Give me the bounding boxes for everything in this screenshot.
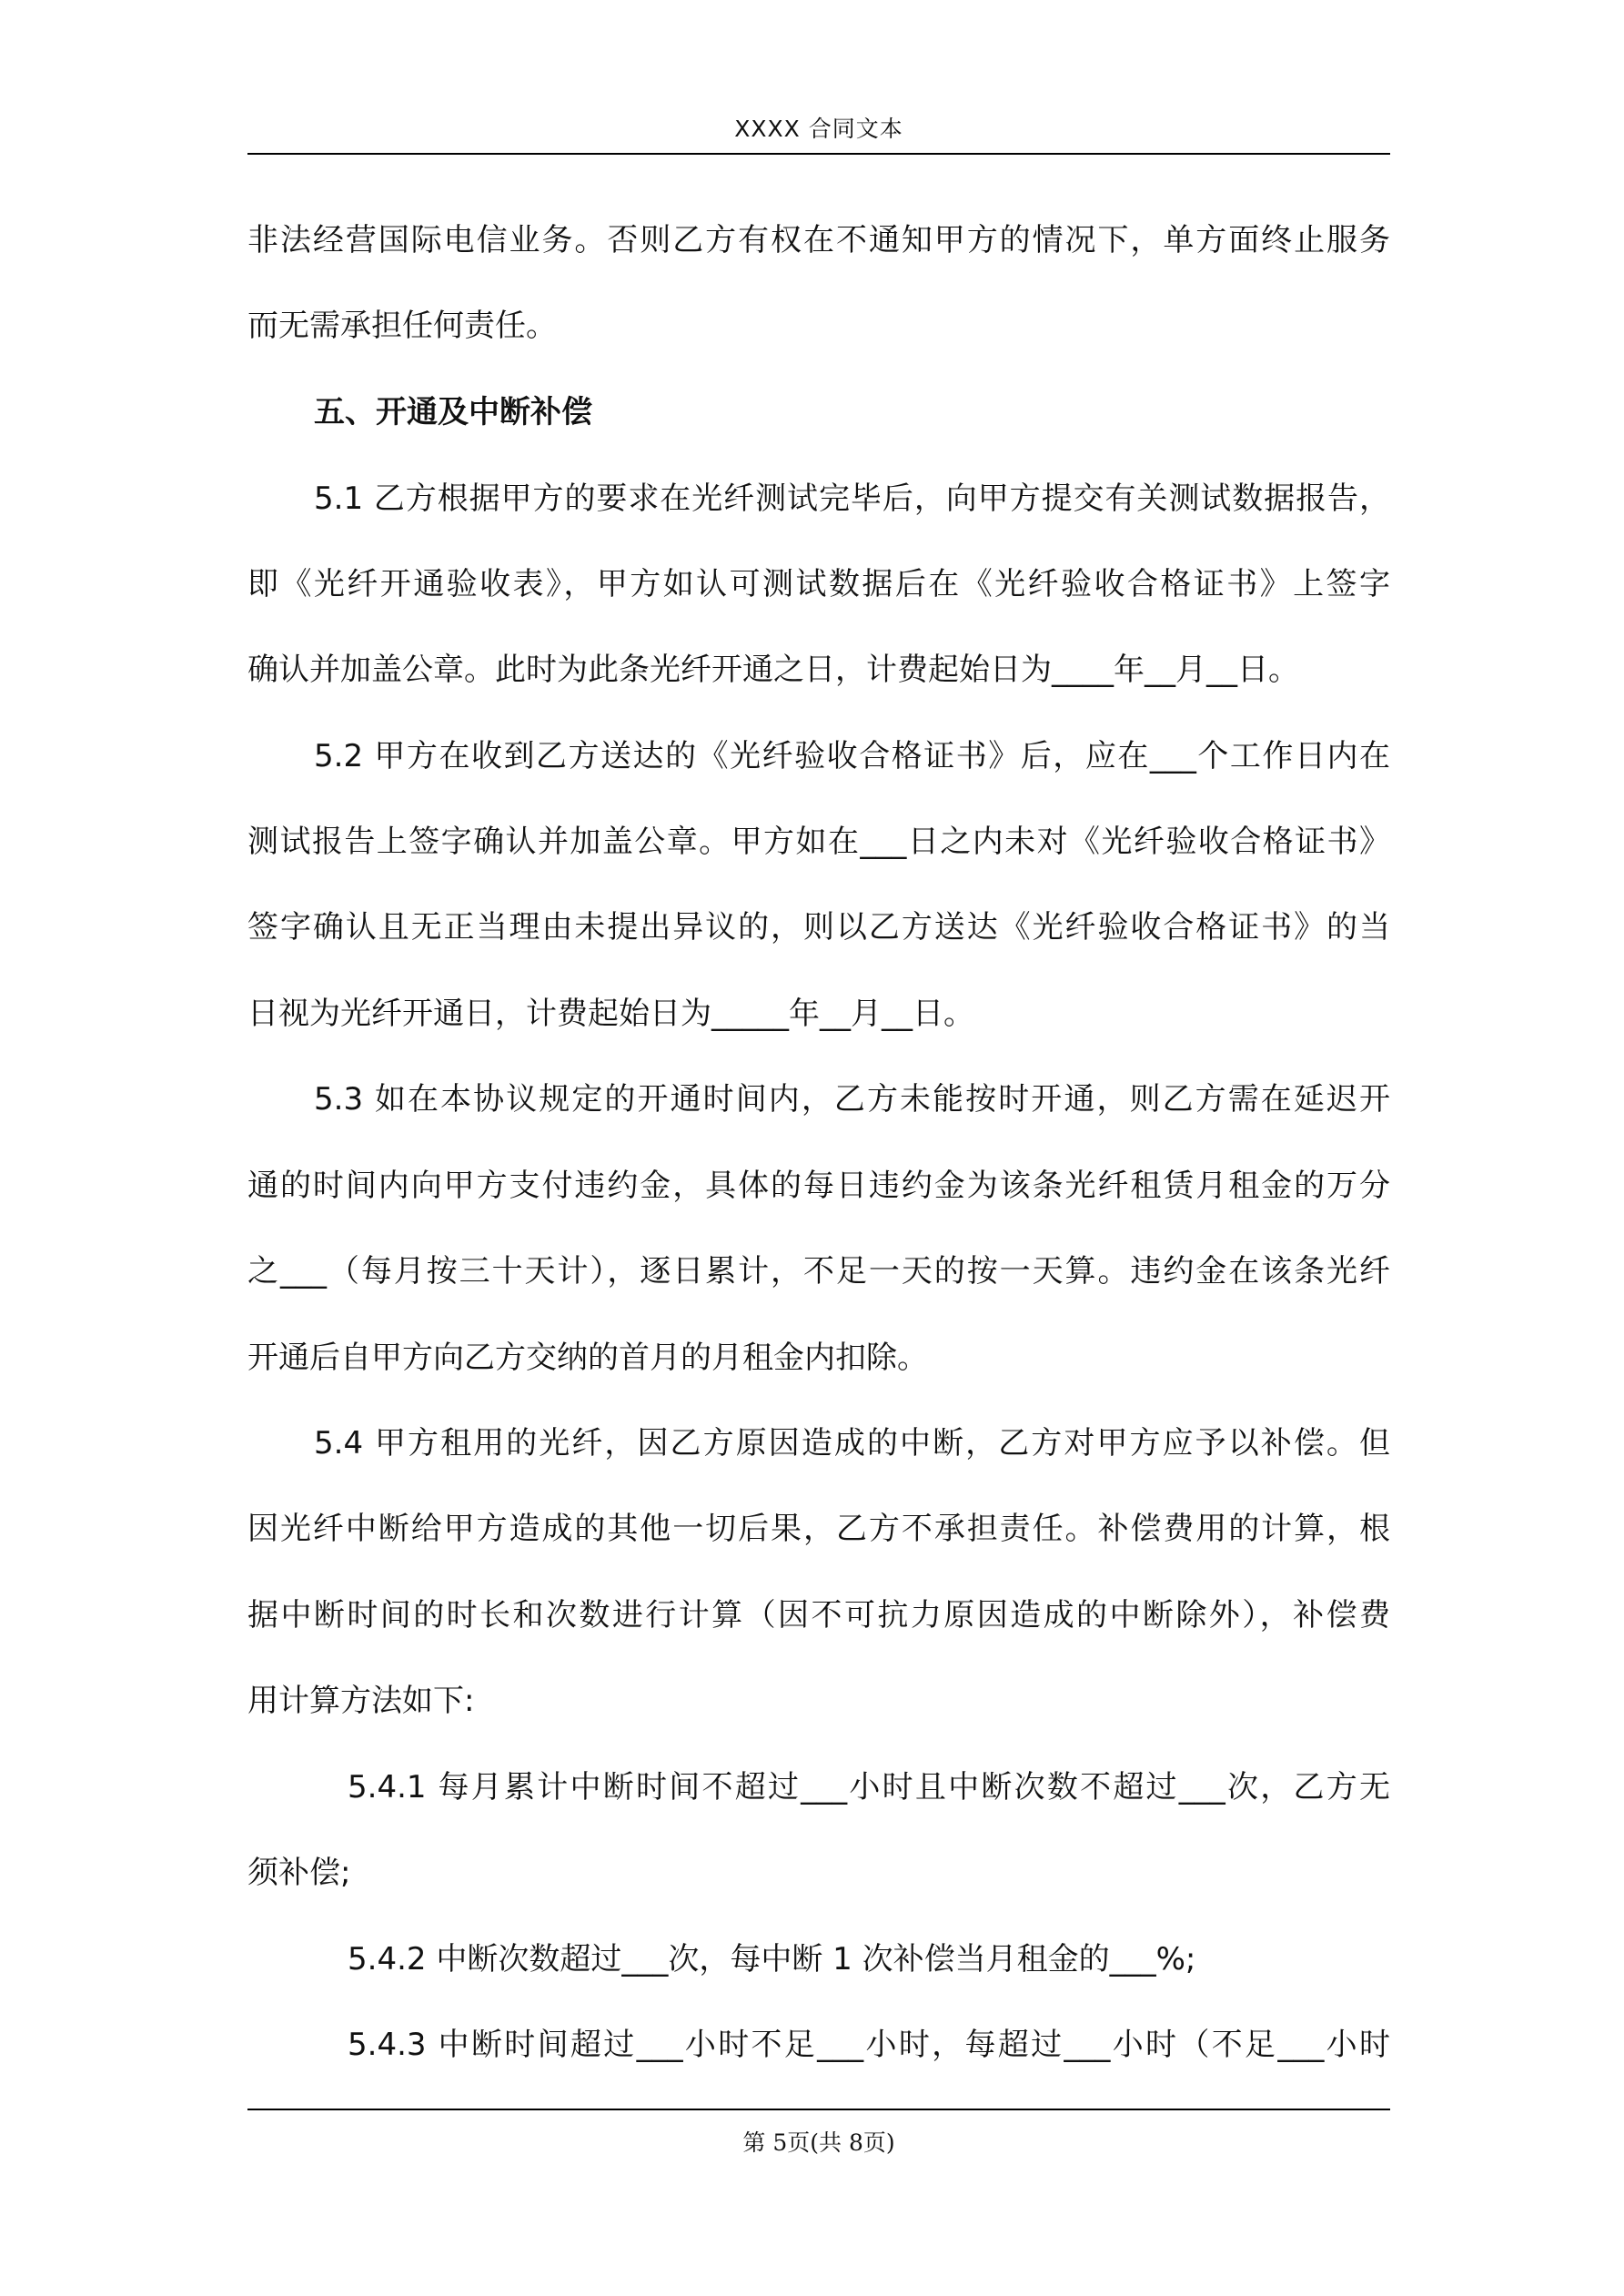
- body-line: 非法经营国际电信业务。否则乙方有权在不通知甲方的情况下，单方面终止服务: [247, 222, 1390, 258]
- body-line: 开通后自甲方向乙方交纳的首月的月租金内扣除。: [247, 1340, 928, 1376]
- section-heading: 五、开通及中断补偿: [314, 394, 592, 430]
- document-header-title: XXXX 合同文本: [734, 116, 903, 142]
- footer-rule: [247, 2109, 1390, 2110]
- body-line: 5.1 乙方根据甲方的要求在光纤测试完毕后，向甲方提交有关测试数据报告，: [314, 480, 1390, 517]
- body-line: 5.4.2 中断次数超过___次，每中断 1 次补偿当月租金的___%;: [348, 1941, 1196, 1977]
- body-line: 通的时间内向甲方支付违约金，具体的每日违约金为该条光纤租赁月租金的万分: [247, 1168, 1390, 1204]
- body-line: 而无需承担任何责任。: [247, 308, 557, 344]
- body-line: 5.4.1 每月累计中断时间不超过___小时且中断次数不超过___次，乙方无: [348, 1769, 1390, 1805]
- body-line: 日视为光纤开通日，计费起始日为_____年__月__日。: [247, 996, 974, 1032]
- body-line: 须补偿;: [247, 1855, 351, 1891]
- body-line: 用计算方法如下:: [247, 1683, 475, 1719]
- body-line: 签字确认且无正当理由未提出异议的，则以乙方送达《光纤验收合格证书》的当: [247, 909, 1390, 946]
- body-line: 5.2 甲方在收到乙方送达的《光纤验收合格证书》后，应在___个工作日内在: [314, 738, 1390, 774]
- body-line: 因光纤中断给甲方造成的其他一切后果，乙方不承担责任。补偿费用的计算，根: [247, 1511, 1390, 1547]
- body-line: 测试报告上签字确认并加盖公章。甲方如在___日之内未对《光纤验收合格证书》: [247, 824, 1390, 860]
- page-number: 第 5页(共 8页): [742, 2129, 895, 2156]
- body-line: 5.3 如在本协议规定的开通时间内，乙方未能按时开通，则乙方需在延迟开: [314, 1081, 1390, 1118]
- body-line: 确认并加盖公章。此时为此条光纤开通之日，计费起始日为____年__月__日。: [247, 652, 1299, 688]
- body-line: 之___（每月按三十天计），逐日累计，不足一天的按一天算。违约金在该条光纤: [247, 1253, 1390, 1290]
- body-line: 即《光纤开通验收表》，甲方如认可测试数据后在《光纤验收合格证书》上签字: [247, 566, 1390, 602]
- body-line: 5.4 甲方租用的光纤，因乙方原因造成的中断，乙方对甲方应予以补偿。但: [314, 1425, 1390, 1462]
- body-line: 5.4.3 中断时间超过___小时不足___小时，每超过___小时（不足___小时: [348, 2027, 1390, 2063]
- header-rule: [247, 153, 1390, 155]
- body-line: 据中断时间的时长和次数进行计算（因不可抗力原因造成的中断除外），补偿费: [247, 1597, 1390, 1633]
